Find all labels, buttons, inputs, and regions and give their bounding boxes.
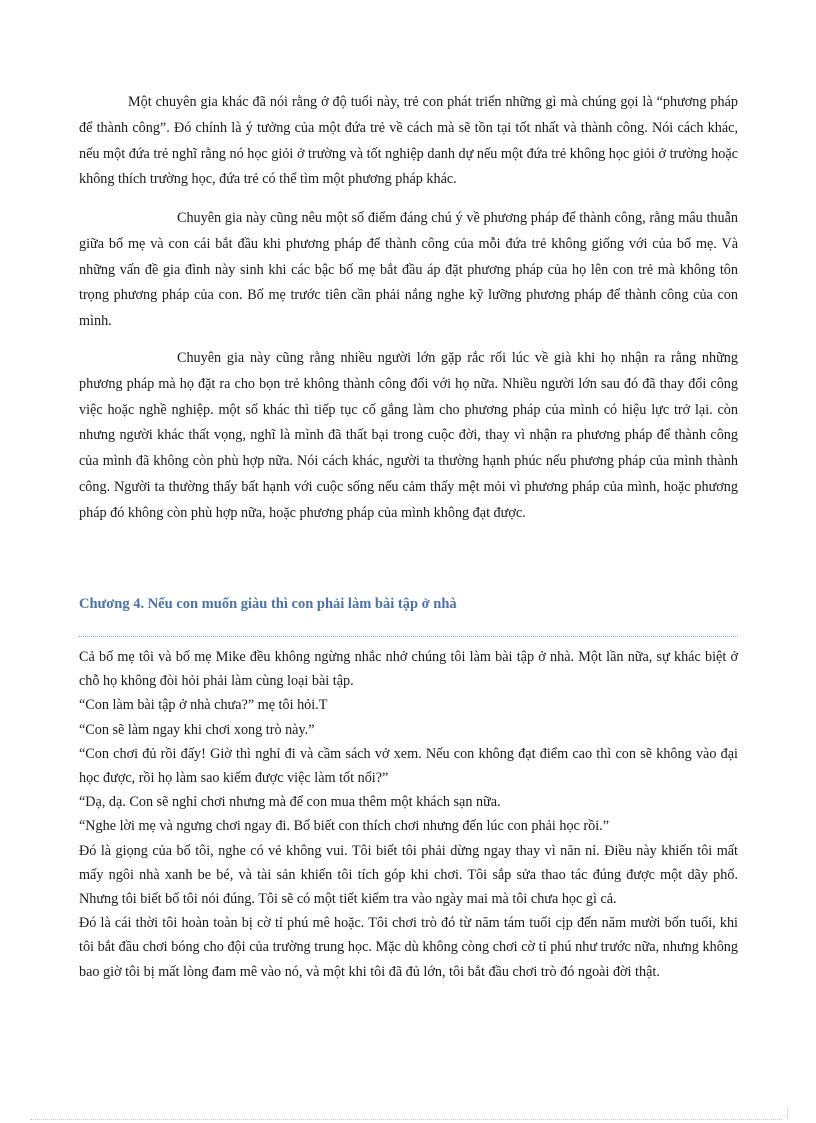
chapter-line: Đó là cái thời tôi hoàn toàn bị cờ tỉ phú mê hoặc. Tôi chơi trò đó từ năm tám tuổi cịp đến năm mười bốn tuổi, khi tôi bắt đầu chơi bóng cho đội của trường trung học. Mặc dù không còng chơi cờ tỉ phú như trước nữa, nhưng không bao giờ tôi bị mất lòng đam mê vào nó, và một khi tôi đã đủ lớn, tôi bắt đầu chơi trò đó ngoài đời thật. xyxy=(79,915,738,980)
chapter-line: “Con chơi đủ rồi đấy! Giờ thì nghỉ đi và cầm sách vở xem. Nếu con không đạt điểm cao thì con sẽ không vào đại học được, rồi họ làm sao kiếm được việc làm tốt nổi?” xyxy=(79,745,738,787)
paragraph-parent-child-conflict: Chuyên gia này cũng nêu một số điểm đáng chú ý về phương pháp để thành công, rằng mâu thuẫn giữa bố mẹ và con cái bắt đầu khi phương pháp để thành công của mỗi đứa trẻ không giống với của bố mẹ. Và những vấn đề gia đình này sinh khi các bậc bố mẹ bắt đầu áp đặt phương pháp của họ lên con trẻ mà không tôn trọng phương pháp của con. Bố mẹ trước tiên cần phải nắng nghe kỹ lưỡng phương pháp để thành công của con mình. xyxy=(79,210,738,330)
paragraph-adult-troubles: Chuyên gia này cũng rằng nhiều người lớn gặp rắc rối lúc về già khi họ nhận ra rằng những phương pháp mà họ đặt ra cho bọn trẻ không thành công đối với họ nữa. Nhiều người lớn sau đó đã thay đổi công việc hoặc nghề nghiệp. một số khác thì tiếp tục cố gắng làm cho phương pháp của mình có hiệu lực trở lại. còn nhưng người khác thất vọng, nghĩ là mình đã thất bại trong cuộc đời, thay vì nhận ra phương pháp để thành công của mình đã không còn phù hợp nữa. Nói cách khác, người ta thường hạnh phúc nếu phương pháp của mình thành công. Người ta thường thấy bất hạnh với cuộc sống nếu cảm thấy mệt mỏi vì phương pháp của mình, hoặc phương pháp đó không còn phù hợp nữa, hoặc phương pháp của mình không đạt được. xyxy=(79,350,738,521)
chapter-line: “Con làm bài tập ở nhà chưa?” mẹ tôi hỏi.T xyxy=(79,697,328,714)
chapter-line: Đó là giọng của bố tôi, nghe có vẻ không vui. Tôi biết tôi phải dừng ngay thay vì năn nỉ. Điều này khiến tôi mất mấy ngôi nhà xanh be bé, và tài sản khiến tôi tích góp khi chơi. Tôi sắp sửa thao tác đúng được một dãy phố. Nhưng tôi biết bố tôi nói đúng. Tôi sẽ có một tiết kiểm tra vào ngày mai mà tôi chưa học gì cả. xyxy=(79,842,738,908)
chapter-heading: Chương 4. Nếu con muốn giàu thì con phải làm bài tập ở nhà xyxy=(79,596,457,612)
page-corner-mark xyxy=(787,1108,788,1120)
heading-divider xyxy=(79,636,738,637)
page-boundary-line xyxy=(30,1119,782,1120)
chapter-line: “Nghe lời mẹ và ngưng chơi ngay đi. Bố biết con thích chơi nhưng đến lúc con phải học rồi.” xyxy=(79,818,609,835)
chapter-line: Cả bố mẹ tôi và bố mẹ Mike đều không ngừng nhắc nhở chúng tôi làm bài tập ở nhà. Một lần nữa, sự khác biệt ở chỗ họ không đòi hỏi phải làm cùng loại bài tập. xyxy=(79,649,738,690)
chapter-body xyxy=(79,645,738,984)
paragraph-expert-method: Một chuyên gia khác đã nói rằng ở độ tuổi này, trẻ con phát triển những gì mà chúng gọi là “phương pháp để thành công”. Đó chính là ý tưởng của một đứa trẻ về cách mà sẽ tồn tại tốt nhất và thành công. Nói cách khác, nếu một đứa trẻ nghĩ rằng nó học giỏi ở trường và tốt nghiệp danh dự nếu một đứa trẻ không học giỏi ở trường hoặc không thích trường học, đứa trẻ có thể tìm một phương pháp khác. xyxy=(79,94,738,188)
chapter-line: “Con sẽ làm ngay khi chơi xong trò này.” xyxy=(79,721,315,738)
chapter-line: “Dạ, dạ. Con sẽ nghỉ chơi nhưng mà để con mua thêm một khách sạn nữa. xyxy=(79,794,501,811)
